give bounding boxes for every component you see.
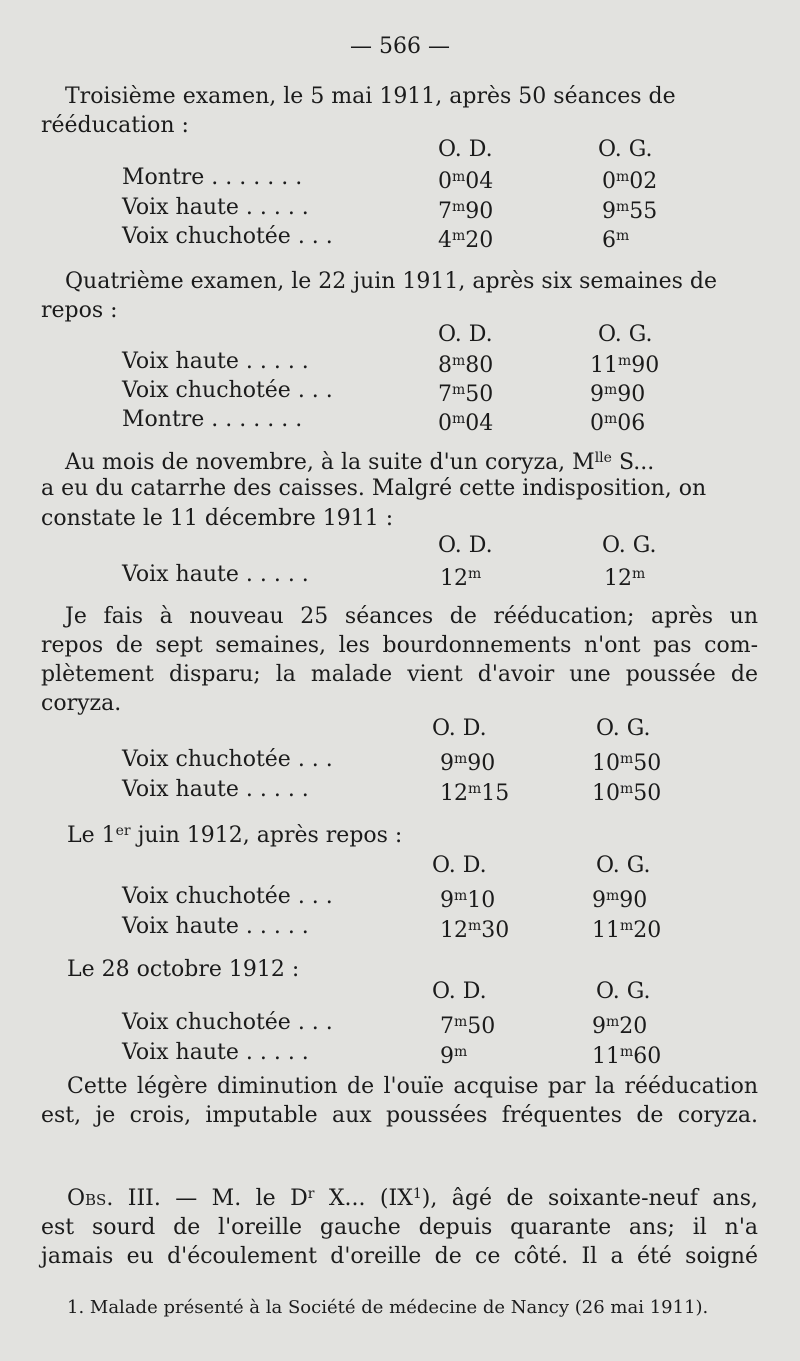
measurement-label: Voix haute . . . . . xyxy=(122,914,309,939)
octobre1912-col-od: O. D. xyxy=(432,979,487,1004)
exam3-line1: Troisième examen, le 5 mai 1911, après 50 séances de xyxy=(65,84,676,109)
measurement-row xyxy=(0,193,800,222)
novembre-col-od: O. D. xyxy=(438,533,493,558)
og-value: 0$^m$06 xyxy=(590,411,646,436)
exam4-line2: repos : xyxy=(41,298,118,323)
measurement-row xyxy=(0,912,800,941)
measurement-label: Voix chuchotée . . . xyxy=(122,747,333,772)
octobre1912-col-og: O. G. xyxy=(596,979,651,1004)
measurement-label: Montre . . . . . . . xyxy=(122,165,303,190)
measurement-row xyxy=(0,405,800,434)
measurement-label: Voix chuchotée . . . xyxy=(122,224,333,249)
og-value: 11$^m$20 xyxy=(592,918,662,943)
measurement-label: Voix haute . . . . . xyxy=(122,562,309,587)
measurement-label: Voix chuchotée . . . xyxy=(122,884,333,909)
og-value: 10$^m$50 xyxy=(592,751,662,776)
obs3-paragraph: Obs. III. — M. le $D^r$ X... $(IX^1)$, âgé de soixante-neuf ans, est sourd de l'oreille gauche depuis quarante ans; il n'a jamais eu d'écoulement d'oreille de ce côté. Il a été soigné xyxy=(41,1186,758,1269)
measurement-label: Voix haute . . . . . xyxy=(122,777,309,802)
measurement-row xyxy=(0,882,800,911)
od-value: 7$^m$50 xyxy=(440,1014,496,1039)
measurement-label: Voix haute . . . . . xyxy=(122,1040,309,1065)
og-value: 9$^m$90 xyxy=(590,382,646,407)
novembre-line1: Au mois de novembre, à la suite d'un coryza, $M^{lle}$ S... xyxy=(65,450,655,475)
od-value: 9$^m$90 xyxy=(440,751,496,776)
measurement-row xyxy=(0,1038,800,1067)
measurement-row xyxy=(0,775,800,804)
og-value: 12$^m$ xyxy=(604,566,646,591)
novembre-col-og: O. G. xyxy=(602,533,657,558)
exam3-col-od: O. D. xyxy=(438,137,493,162)
reeducation-col-od: O. D. xyxy=(432,716,487,741)
exam3-line2: rééducation : xyxy=(41,113,189,138)
measurement-label: Voix chuchotée . . . xyxy=(122,378,333,403)
og-value: 11$^m$60 xyxy=(592,1044,662,1069)
od-value: 12$^m$30 xyxy=(440,918,510,943)
exam4-line1: Quatrième examen, le 22 juin 1911, après six semaines de xyxy=(65,269,718,294)
og-value: 0$^m$02 xyxy=(602,169,658,194)
measurement-label: Voix haute . . . . . xyxy=(122,195,309,220)
page-number: — 566 — xyxy=(350,34,450,59)
juin1912-col-od: O. D. xyxy=(432,853,487,878)
juin1912-col-og: O. G. xyxy=(596,853,651,878)
og-value: 10$^m$50 xyxy=(592,781,662,806)
obs3-label: Obs. III. xyxy=(67,1186,161,1211)
measurement-row xyxy=(0,222,800,251)
measurement-label: Voix chuchotée . . . xyxy=(122,1010,333,1035)
od-value: 0$^m$04 xyxy=(438,411,494,436)
od-value: 9$^m$10 xyxy=(440,888,496,913)
conclusion-paragraph: Cette légère diminution de l'ouïe acquise par la rééducation est, je crois, imputable aux poussées fréquentes de coryza. xyxy=(41,1074,758,1128)
footnote: 1. Malade présenté à la Société de médecine de Nancy (26 mai 1911). xyxy=(67,1297,709,1318)
od-value: 12$^m$ xyxy=(440,566,482,591)
og-value: 9$^m$90 xyxy=(592,888,648,913)
od-value: 4$^m$20 xyxy=(438,228,494,253)
exam4-col-og: O. G. xyxy=(598,322,653,347)
novembre-line2: a eu du catarrhe des caisses. Malgré cette indisposition, on xyxy=(41,476,707,501)
og-value: 11$^m$90 xyxy=(590,353,660,378)
reeducation-paragraph: Je fais à nouveau 25 séances de rééducation; après un repos de sept semaines, les bourdonnements n'ont pas com- plètement disparu; la malade vient d'avoir une poussée de coryza. xyxy=(41,604,758,716)
measurement-row xyxy=(0,376,800,405)
measurement-row xyxy=(0,560,800,589)
od-value: 7$^m$50 xyxy=(438,382,494,407)
reeducation-col-og: O. G. xyxy=(596,716,651,741)
exam3-col-og: O. G. xyxy=(598,137,653,162)
od-value: 8$^m$80 xyxy=(438,353,494,378)
od-value: 9$^m$ xyxy=(440,1044,468,1069)
novembre-line3: constate le 11 décembre 1911 : xyxy=(41,506,394,531)
octobre1912-line: Le 28 octobre 1912 : xyxy=(67,957,300,982)
og-value: 6$^m$ xyxy=(602,228,630,253)
measurement-row xyxy=(0,347,800,376)
measurement-row xyxy=(0,1008,800,1037)
og-value: 9$^m$55 xyxy=(602,199,658,224)
od-value: 7$^m$90 xyxy=(438,199,494,224)
od-value: 12$^m$15 xyxy=(440,781,510,806)
measurement-label: Montre . . . . . . . xyxy=(122,407,303,432)
measurement-row xyxy=(0,745,800,774)
measurement-label: Voix haute . . . . . xyxy=(122,349,309,374)
od-value: 0$^m$04 xyxy=(438,169,494,194)
measurement-row xyxy=(0,163,800,192)
exam4-col-od: O. D. xyxy=(438,322,493,347)
og-value: 9$^m$20 xyxy=(592,1014,648,1039)
juin1912-line: Le 1er juin 1912, après repos : xyxy=(67,823,403,848)
